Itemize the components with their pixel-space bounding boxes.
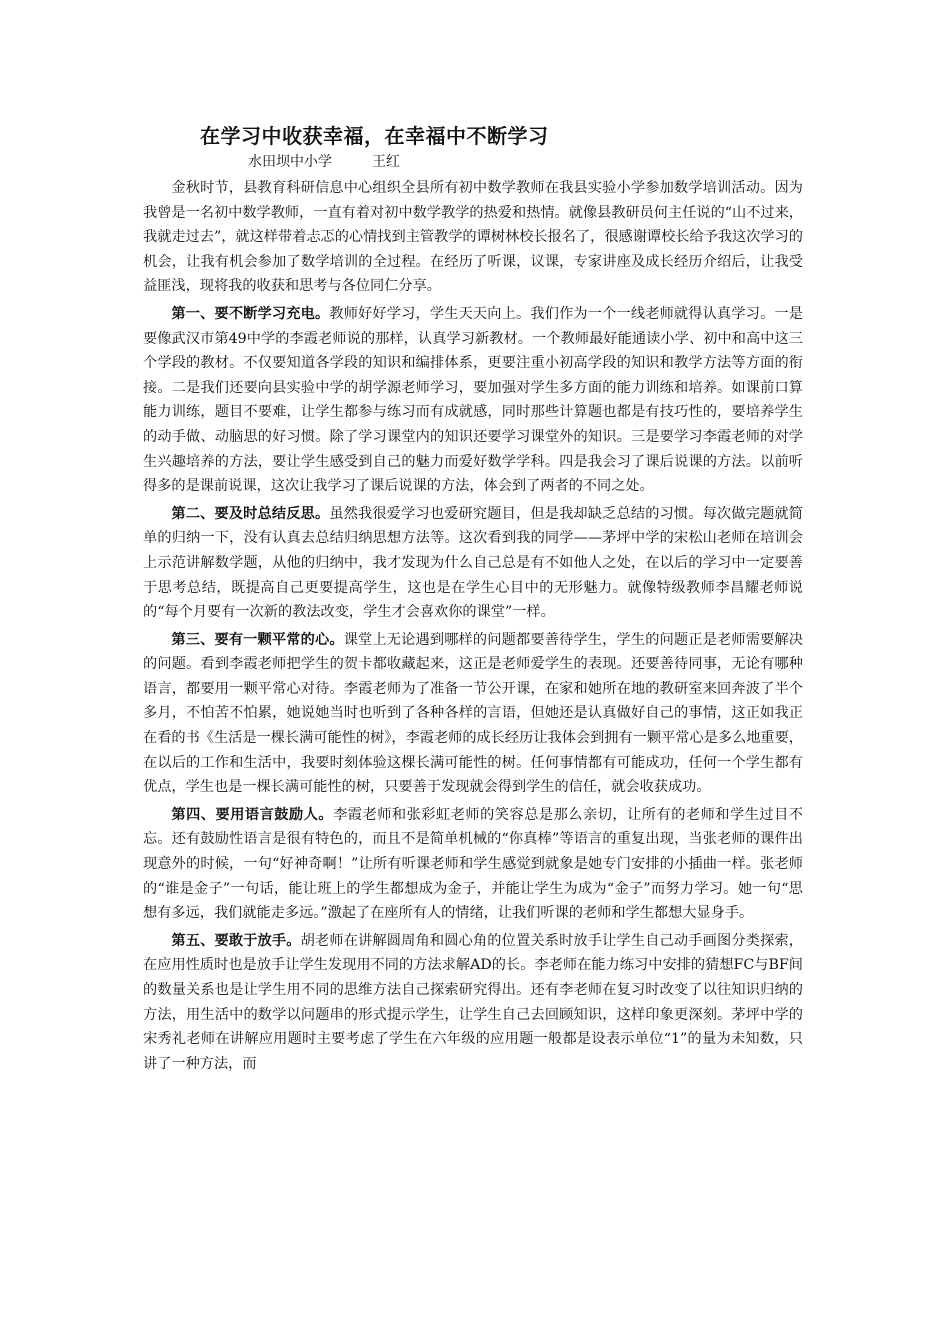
paragraph-point-1 <box>143 302 803 499</box>
paragraph-point-2 <box>143 502 803 625</box>
paragraph-lead: 第二、要及时总结反思。 <box>171 505 330 522</box>
paragraph-point-5 <box>143 929 803 1077</box>
paragraph-lead: 第一、要不断学习充电。 <box>171 305 330 322</box>
school-name: 水田坝中小学 <box>248 154 332 170</box>
paragraph-point-3 <box>143 628 803 800</box>
paragraph-text: 金秋时节，县教育科研信息中心组织全县所有初中数学教师在我县实验小学参加数学培训活动。因为我曾是一名初中数学教师，一直有着对初中数学教学的热爱和热情。就像县教研员何主任说的“山不过来，我就走过去”，就这样带着忐忑的心情找到主管教学的谭树林校长报名了，很感谢谭校长给予我这次学习的机会，让我有机会参加了数学培训的全过程。在经历了听课，议课，专家讲座及成长经历介绍后，让我受益匪浅，现将我的收获和思考与各位同仁分享。 <box>143 180 803 295</box>
paragraph-lead: 第三、要有一颗平常的心。 <box>171 631 344 648</box>
byline <box>248 152 400 172</box>
paragraph-text: 胡老师在讲解圆周角和圆心角的位置关系时放手让学生自己动手画图分类探索，在应用性质时也是放手让学生发现用不同的方法求解AD的长。李老师在能力练习中安排的猜想FC与BF间的数量关系也是让学生用不同的思维方法自己探索研究得出。还有李老师在复习时改变了以往知识归纳的方法，用生活中的数学以问题串的形式提示学生，让学生自己去回顾知识，这样印象更深刻。茅坪中学的宋秀礼老师在讲解应用题时主要考虑了学生在六年级的应用题一般都是设表示单位“1”的量为未知数，只讲了一种方法，而 <box>143 932 803 1072</box>
paragraph-text: 教师好好学习，学生天天向上。我们作为一个一线老师就得认真学习。一是要像武汉市第49中学的李霞老师说的那样，认真学习新教材。一个教师最好能通读小学、初中和高中这三个学段的教材。不仅要知道各学段的知识和编排体系，更要注重小初高学段的知识和教学方法等方面的衔接。二是我们还要向县实验中学的胡学源老师学习，要加强对学生多方面的能力训练和培养。如课前口算能力训练，题目不要难，让学生都参与练习而有成就感，同时那些计算题也都是有技巧性的，要培养学生的动手做、动脑思的好习惯。除了学习课堂内的知识还要学习课堂外的知识。三是要学习李霞老师的对学生兴趣培养的方法，要让学生感受到自己的魅力而爱好数学学科。四是我会习了课后说课的方法。以前听得多的是课前说课，这次让我学习了课后说课的方法，体会到了两者的不同之处。 <box>143 305 803 495</box>
paragraph-intro <box>143 176 803 299</box>
paragraph-text: 李霞老师和张彩虹老师的笑容总是那么亲切，让所有的老师和学生过目不忘。还有鼓励性语言是很有特色的，而且不是简单机械的“你真棒”等语言的重复出现，当张老师的课件出现意外的时候，一句“好神奇啊！”让所有听课老师和学生感觉到就象是她专门安排的小插曲一样。张老师的“谁是金子”一句话，能让班上的学生都想成为金子，并能让学生为成为“金子”而努力学习。她一句“思想有多远，我们就能走多远。”激起了在座所有人的情绪，让我们听课的老师和学生都想大显身手。 <box>143 806 803 922</box>
paragraph-lead: 第四、要用语言鼓励人。 <box>171 806 334 823</box>
article-body <box>143 176 803 1076</box>
paragraph-lead: 第五、要敢于放手。 <box>171 932 301 949</box>
paragraph-text: 课堂上无论遇到哪样的问题都要善待学生，学生的问题正是老师需要解决的问题。看到李霞老师把学生的贺卡都收藏起来，这正是老师爱学生的表现。还要善待同事，无论有哪种语言，都要用一颗平常心对待。李霞老师为了准备一节公开课，在家和她所在地的教研室来回奔波了半个多月，不怕苦不怕累，她说她当时也听到了各种各样的言语，但她还是认真做好自己的事情，这正如我正在看的书《生活是一棵长满可能性的树》，李霞老师的成长经历让我体会到拥有一颗平常心是多么地重要，在以后的工作和生活中，我要时刻体验这棵长满可能性的树。任何事情都有可能成功，任何一个学生都有优点，学生也是一棵长满可能性的树，只要善于发现就会得到学生的信任，就会收获成功。 <box>143 631 803 796</box>
page-title: 在学习中收获幸福，在幸福中不断学习 <box>200 124 549 148</box>
paragraph-text: 虽然我很爱学习也爱研究题目，但是我却缺乏总结的习惯。每次做完题就简单的归纳一下，没有认真去总结归纳思想方法等。这次看到我的同学——茅坪中学的宋松山老师在培训会上示范讲解数学题，从他的归纳中，我才发现为什么自己总是有不如他人之处，在以后的学习中一定要善于思考总结，既提高自己更要提高学生，这也是在学生心目中的无形魅力。就像特级教师李昌耀老师说的“每个月要有一次新的教法改变，学生才会喜欢你的课堂”一样。 <box>143 505 803 621</box>
paragraph-point-4 <box>143 803 803 926</box>
author-name: 王红 <box>372 154 400 170</box>
